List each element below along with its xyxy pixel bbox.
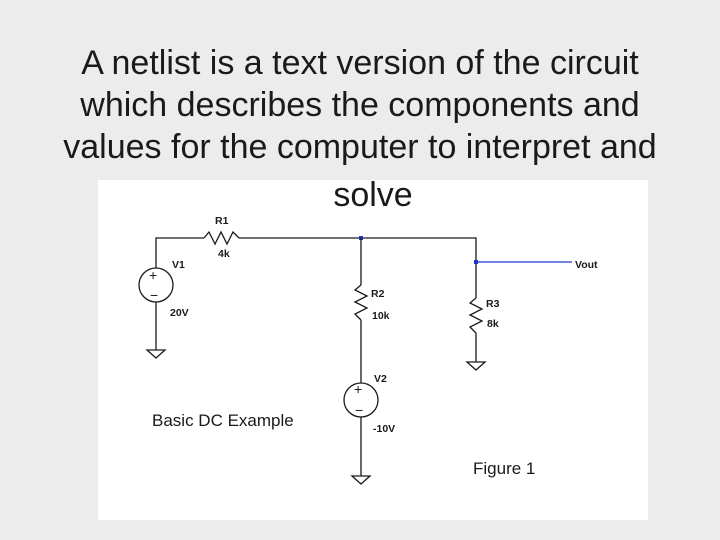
- v1-value-label: 20V: [170, 307, 189, 319]
- v2-value-label: -10V: [373, 423, 396, 435]
- r2-value-label: 10k: [372, 310, 390, 322]
- v2-plus: +: [354, 381, 363, 397]
- v1-name-label: V1: [172, 259, 185, 271]
- r2-resistor: [355, 285, 367, 320]
- circuit-figure: [98, 176, 648, 520]
- v1-minus: −: [150, 287, 159, 303]
- v2-name-label: V2: [374, 373, 387, 385]
- v2-minus: −: [355, 402, 364, 418]
- slide-title: [0, 42, 720, 168]
- title-line-2: which describes the components and: [80, 86, 640, 124]
- schematic-caption: Basic DC Example: [152, 411, 294, 430]
- vout-label: Vout: [575, 259, 598, 271]
- circuit-schematic: [98, 176, 648, 520]
- ground-symbol-v1: [147, 350, 165, 358]
- r1-name-label: R1: [215, 215, 229, 227]
- title-line-1: A netlist is a text version of the circuit: [81, 44, 639, 82]
- ground-symbol-v2: [352, 476, 370, 484]
- title-line-4: solve: [333, 176, 413, 214]
- wire-top-rail: [239, 238, 476, 262]
- ground-symbol-r3: [467, 362, 485, 370]
- figure-label: Figure 1: [473, 459, 536, 478]
- v1-plus: +: [149, 267, 158, 283]
- title-line-3: values for the computer to interpret and: [63, 128, 657, 166]
- r1-resistor: [204, 232, 239, 244]
- r3-resistor: [470, 298, 482, 333]
- r1-value-label: 4k: [218, 248, 230, 260]
- junction-node-vout: [474, 260, 478, 264]
- r2-name-label: R2: [371, 288, 385, 300]
- r3-name-label: R3: [486, 298, 500, 310]
- r3-value-label: 8k: [487, 318, 499, 330]
